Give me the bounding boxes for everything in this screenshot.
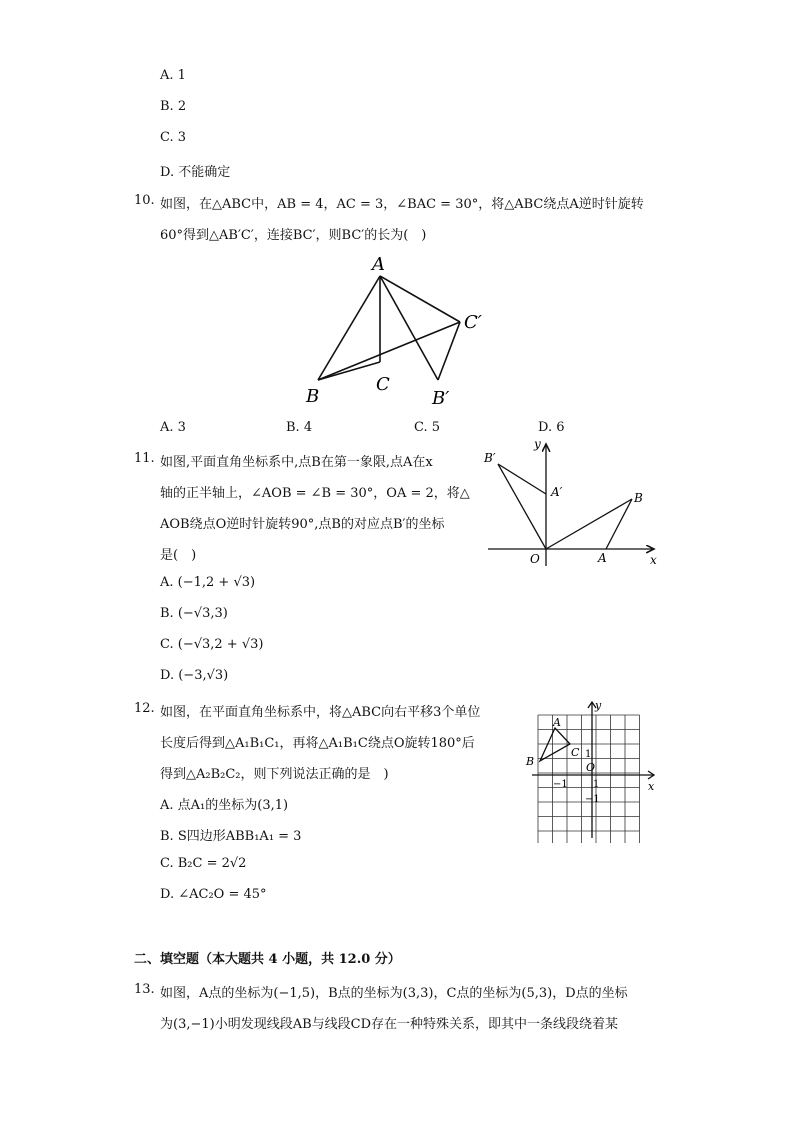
q10-label-a: A bbox=[372, 254, 385, 275]
q11-option-a: A. (−1,2 + √3) bbox=[160, 575, 256, 590]
q12-text-line2: 长度后得到△A₁B₁C₁，再将△A₁B₁C绕点O旋转180°后 bbox=[160, 736, 475, 751]
q12-option-c: C. B₂C = 2√2 bbox=[160, 856, 247, 871]
q9-option-b: B. 2 bbox=[160, 99, 187, 114]
q11-text-line1: 如图,平面直角坐标系中,点B在第一象限,点A在x bbox=[160, 455, 433, 470]
q10-label-c: C bbox=[376, 374, 390, 395]
q9-option-a: A. 1 bbox=[160, 68, 186, 83]
q12-label-one-b: 1 bbox=[593, 779, 600, 790]
q10-label-bp: B′ bbox=[432, 388, 450, 409]
q13-number: 13. bbox=[134, 982, 155, 997]
q9-option-c: C. 3 bbox=[160, 130, 187, 145]
q12-label-neg1: −1 bbox=[553, 779, 568, 790]
q12-text-line1: 如图，在平面直角坐标系中，将△ABC向右平移3个单位 bbox=[160, 705, 481, 720]
q10-label-b: B bbox=[306, 386, 320, 407]
q11-label-b: B bbox=[634, 491, 643, 505]
q10-option-b: B. 4 bbox=[286, 420, 313, 435]
q11-label-y: y bbox=[534, 437, 541, 451]
q12-label-c: C bbox=[571, 746, 580, 759]
q11-number: 11. bbox=[134, 451, 155, 466]
q11-label-a: A bbox=[598, 551, 607, 565]
q10-label-cp: C′ bbox=[464, 312, 482, 333]
q11-figure bbox=[478, 436, 668, 574]
section-title: 二、填空题（本大题共 4 小题，共 12.0 分） bbox=[134, 952, 401, 967]
q11-label-o: O bbox=[530, 552, 540, 566]
q12-label-one: 1 bbox=[585, 749, 592, 760]
q11-option-c: C. (−√3,2 + √3) bbox=[160, 637, 264, 652]
q9-option-d: D. 不能确定 bbox=[160, 165, 231, 180]
q10-text-line1: 如图，在△ABC中，AB = 4，AC = 3，∠BAC = 30°，将△ABC绕点A逆时针旋转 bbox=[160, 197, 644, 212]
q10-number: 10. bbox=[134, 193, 155, 208]
q11-label-ap: A′ bbox=[551, 485, 563, 499]
q12-number: 12. bbox=[134, 701, 155, 716]
q10-option-d: D. 6 bbox=[538, 420, 565, 435]
q11-option-d: D. (−3,√3) bbox=[160, 668, 229, 683]
q10-text-line2: 60°得到△AB′C′，连接BC′，则BC′的长为( ) bbox=[160, 228, 427, 243]
q12-option-b: B. S四边形ABB₁A₁ = 3 bbox=[160, 829, 302, 844]
q12-label-x: x bbox=[648, 780, 655, 793]
q12-text-line3: 得到△A₂B₂C₂，则下列说法正确的是 ) bbox=[160, 767, 389, 782]
q13-text-line2: 为(3,−1)小明发现线段AB与线段CD存在一种特殊关系，即其中一条线段绕着某 bbox=[160, 1017, 619, 1032]
q12-option-a: A. 点A₁的坐标为(3,1) bbox=[160, 798, 289, 813]
q12-option-d: D. ∠AC₂O = 45° bbox=[160, 887, 267, 902]
q10-option-c: C. 5 bbox=[414, 420, 441, 435]
q11-text-line3: AOB绕点O逆时针旋转90°,点B的对应点B′的坐标 bbox=[160, 517, 445, 532]
q10-figure bbox=[290, 252, 500, 412]
q11-option-b: B. (−√3,3) bbox=[160, 606, 228, 621]
q11-label-bp: B′ bbox=[484, 451, 496, 465]
q12-label-neg1-b: −1 bbox=[585, 794, 600, 805]
q11-text-line2: 轴的正半轴上，∠AOB = ∠B = 30°，OA = 2，将△ bbox=[160, 486, 470, 501]
q12-label-y: y bbox=[595, 699, 602, 712]
q12-figure bbox=[522, 698, 662, 843]
q11-label-x: x bbox=[650, 553, 657, 567]
q12-label-b: B bbox=[526, 755, 535, 768]
q10-option-a: A. 3 bbox=[160, 420, 186, 435]
q12-label-o: O bbox=[586, 761, 596, 774]
q11-text-line4: 是( ) bbox=[160, 548, 197, 563]
q12-label-a: A bbox=[553, 716, 561, 729]
q13-text-line1: 如图，A点的坐标为(−1,5)，B点的坐标为(3,3)，C点的坐标为(5,3)，D点的坐标 bbox=[160, 986, 628, 1001]
